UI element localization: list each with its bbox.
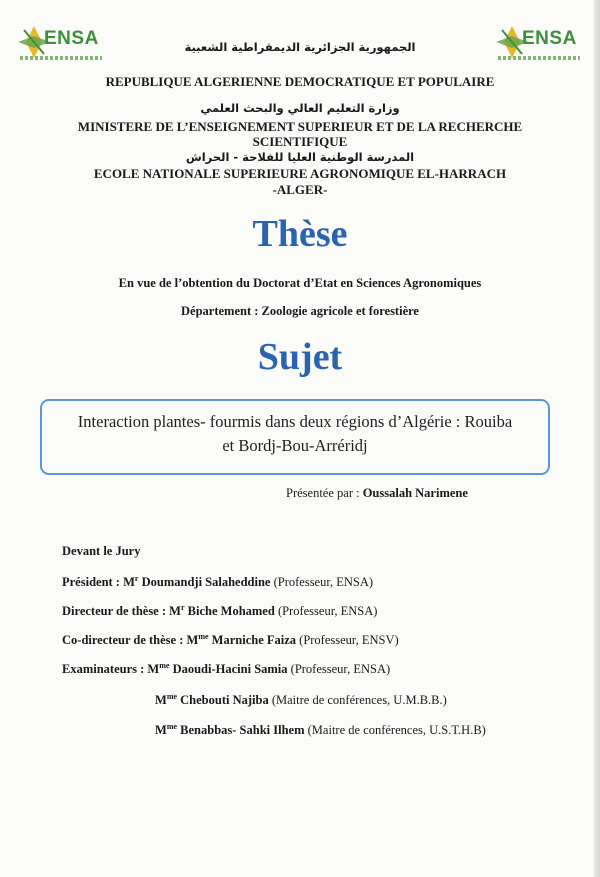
arabic-school: المدرسة الوطنية العليا للفلاحة - الحراش — [185, 150, 415, 164]
thesis-title: Thèse — [252, 213, 348, 255]
school-line-2: -ALGER- — [272, 182, 328, 197]
ensa-logo-text: ENSA — [522, 28, 577, 49]
jury-role: Examinateurs : — [62, 662, 145, 676]
jury-title: $M^{me}$ — [155, 692, 178, 707]
jury-role: Président : — [62, 575, 120, 589]
presented-label: Présentée par : — [286, 486, 360, 500]
arabic-ministry: وزارة التعليم العالي والبحث العلمي — [200, 101, 400, 115]
jury-member — [62, 632, 399, 648]
jury-affiliation: (Professeur, ENSA) — [273, 575, 374, 589]
jury-title: $M^r$ — [169, 603, 185, 618]
jury-member — [62, 574, 373, 590]
jury-name: Marniche Faiza — [211, 633, 297, 647]
jury-member — [155, 722, 486, 738]
jury-affiliation: (Professeur, ENSV) — [299, 633, 399, 647]
ensa-logo-text: ENSA — [44, 28, 99, 49]
subject-heading: Sujet — [257, 336, 343, 378]
presented-by — [286, 486, 468, 501]
jury-name: Biche Mohamed — [187, 604, 275, 618]
logo-tagline — [498, 56, 580, 60]
jury-affiliation: (Professeur, ENSA) — [277, 604, 378, 618]
logo-tagline — [20, 56, 102, 60]
jury-name: Chebouti Najiba — [180, 693, 269, 707]
school-line-1: ECOLE NATIONALE SUPERIEURE AGRONOMIQUE EL-HARRACH — [93, 166, 507, 181]
jury-heading: Devant le Jury — [62, 544, 141, 558]
arabic-republic: الجمهورية الجزائرية الديمقراطية الشعبية — [184, 40, 416, 54]
jury-affiliation: (Professeur, ENSA) — [290, 662, 391, 676]
republic-title: REPUBLIQUE ALGERIENNE DEMOCRATIQUE ET POPULAIRE — [105, 74, 495, 89]
jury-title: $M^{me}$ — [155, 722, 178, 737]
department: Département : Zoologie agricole et forestière — [181, 304, 419, 318]
thesis-purpose: En vue de l’obtention du Doctorat d’Etat en Sciences Agronomiques — [118, 276, 482, 290]
author-name: Oussalah Narimene — [362, 486, 468, 500]
ministry-line-2: SCIENTIFIQUE — [252, 134, 348, 149]
subject-line-1: Interaction plantes- fourmis dans deux régions d’Algérie : Rouiba — [77, 412, 513, 431]
jury-role: Directeur de thèse : — [62, 604, 167, 618]
jury-affiliation: (Maitre de conférences, U.S.T.H.B) — [307, 723, 486, 737]
jury-member — [62, 603, 377, 619]
jury-name: Doumandji Salaheddine — [141, 575, 271, 589]
subject-line-2: et Bordj-Bou-Arréridj — [222, 436, 368, 455]
ministry-line-1: MINISTERE DE L’ENSEIGNEMENT SUPERIEUR ET DE LA RECHERCHE — [77, 119, 523, 134]
subject-text — [40, 410, 550, 458]
jury-name: Daoudi-Hacini Samia — [172, 662, 288, 676]
jury-member — [155, 692, 447, 708]
jury-title: $M^{me}$ — [147, 661, 170, 676]
jury-role: Co-directeur de thèse : — [62, 633, 184, 647]
jury-name: Benabbas- Sahki Ilhem — [180, 723, 305, 737]
jury-member — [62, 661, 390, 677]
jury-title: $M^{me}$ — [186, 632, 209, 647]
jury-affiliation: (Maitre de conférences, U.M.B.B.) — [271, 693, 447, 707]
jury-title: $M^r$ — [123, 574, 139, 589]
